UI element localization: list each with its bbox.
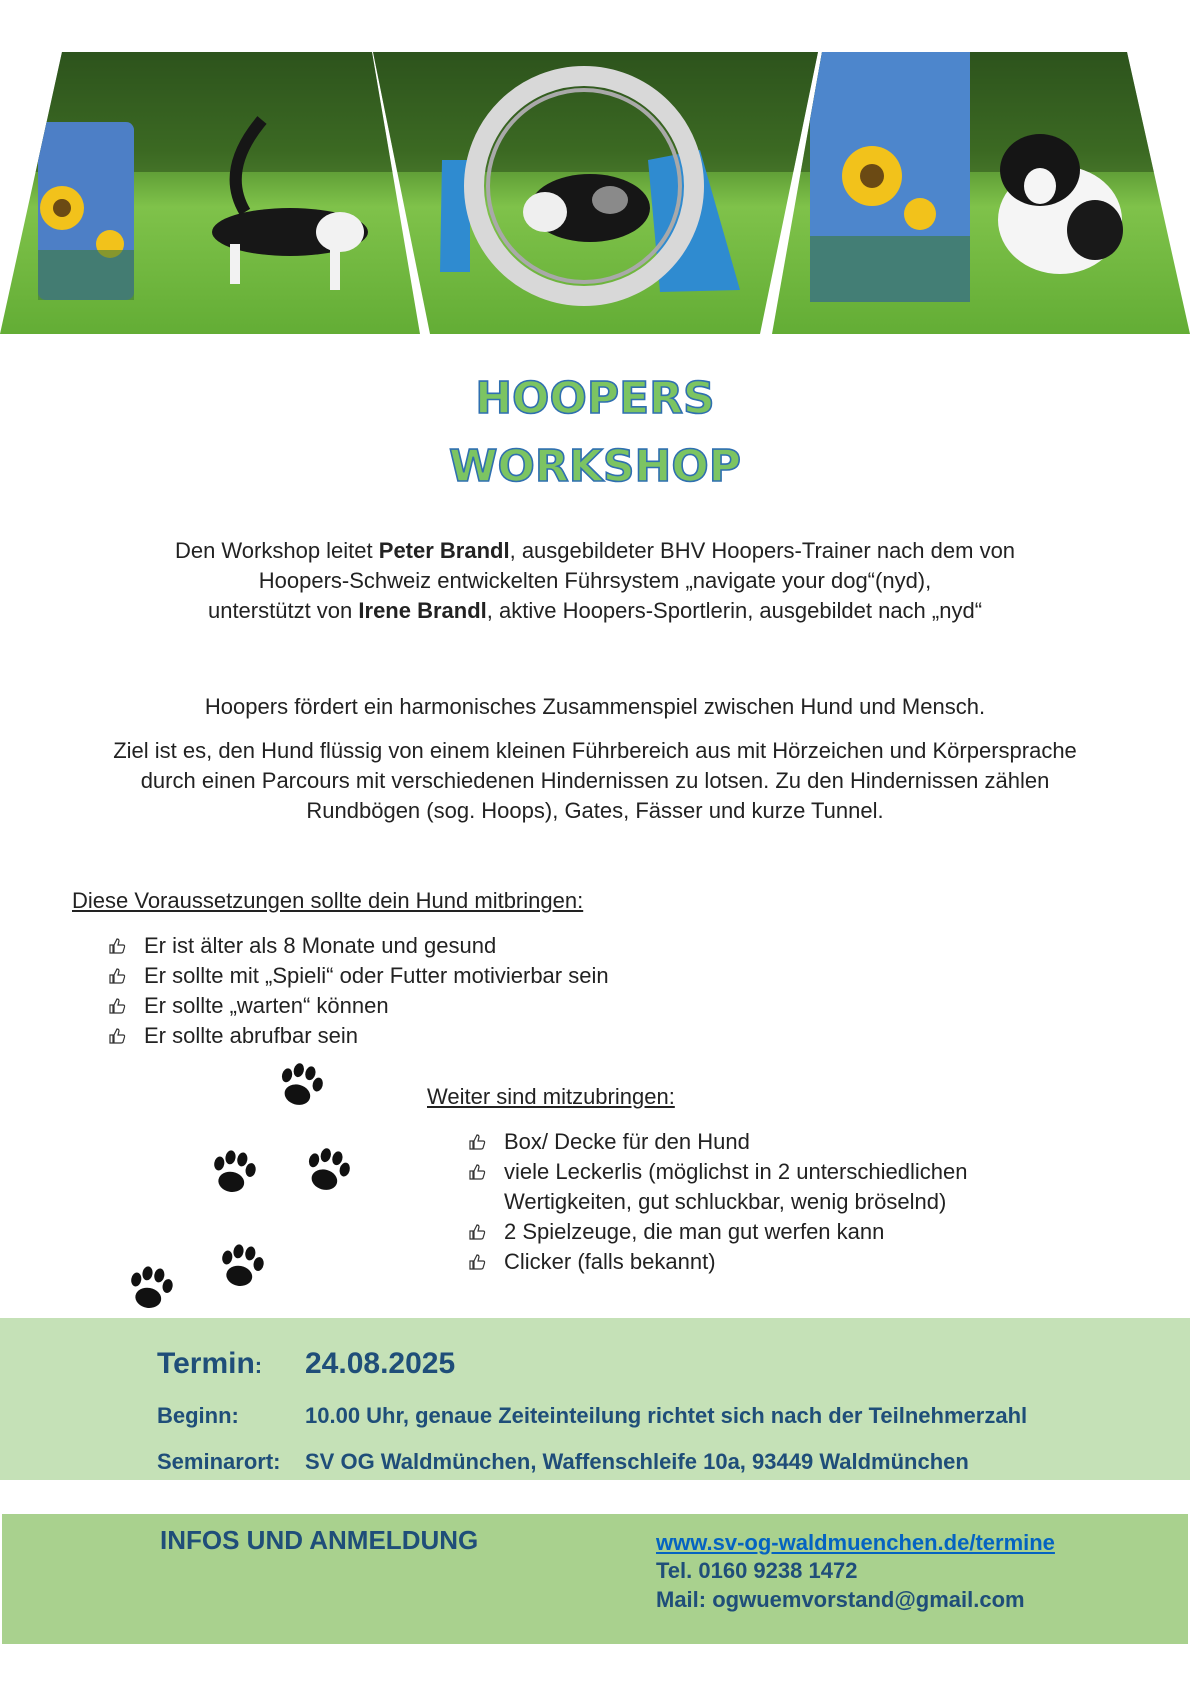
list-item: [468, 1157, 1068, 1217]
body-paragraph-2: Ziel ist es, den Hund flüssig von einem kleinen Führbereich aus mit Hörzeichen und Körpersprache durch einen Parcours mit verschiedenen Hindernissen zu lotsen. Zu den Hindernissen zählen Rundbögen (sog. Hoops), Gates, Fässer und kurze Tunnel.: [113, 738, 1077, 823]
thumbs-up-icon: [108, 967, 126, 985]
paw-print-icon: [110, 1060, 370, 1320]
photo-dog-through-hoop: [373, 52, 818, 334]
contact-phone: Tel. 0160 9238 1472: [656, 1558, 858, 1583]
seminarort-label: Seminarort:: [157, 1449, 281, 1474]
seminarort-value: SV OG Waldmünchen, Waffenschleife 10a, 93449 Waldmünchen: [305, 1449, 969, 1474]
intro-line-3-c: , aktive Hoopers-Sportlerin, ausgebildet nach „nyd“: [486, 598, 983, 623]
thumbs-up-icon: [468, 1223, 486, 1241]
thumbs-up-icon: [108, 1027, 126, 1045]
requirement-text: Er sollte abrufbar sein: [144, 1023, 358, 1048]
thumbs-up-icon: [468, 1133, 486, 1151]
contact-mail: Mail: ogwuemvorstand@gmail.com: [656, 1587, 1025, 1612]
body-paragraph-1: Hoopers fördert ein harmonisches Zusammenspiel zwischen Hund und Mensch.: [204, 694, 986, 719]
requirements-list: [108, 931, 609, 1051]
bring-item-text: 2 Spielzeuge, die man gut werfen kann: [504, 1219, 885, 1244]
intro-line-1-a: Den Workshop leitet: [174, 538, 379, 563]
beginn-value: 10.00 Uhr, genaue Zeiteinteilung richtet sich nach der Teilnehmerzahl: [305, 1403, 1028, 1428]
beginn-label: Beginn:: [157, 1403, 239, 1428]
intro-line-1-c: , ausgebildeter BHV Hoopers-Trainer nach dem von: [509, 538, 1016, 563]
intro-line-2: Hoopers-Schweiz entwickelten Führsystem „navigate your dog“(nyd),: [258, 568, 932, 593]
bring-item-text: Clicker (falls bekannt): [504, 1249, 716, 1274]
photo-dog-with-barrel: [0, 52, 420, 334]
thumbs-up-icon: [108, 997, 126, 1015]
photo-dog-running-past-barrel: [772, 52, 1190, 334]
list-item: [108, 1021, 609, 1051]
bring-item-text: Box/ Decke für den Hund: [504, 1129, 750, 1154]
intro-text: [90, 536, 1100, 626]
list-item: [468, 1127, 1068, 1157]
termin-date: 24.08.2025: [305, 1347, 456, 1380]
list-item: [108, 991, 609, 1021]
bring-item-text: viele Leckerlis (möglichst in 2 unterschiedlichen Wertigkeiten, gut schluckbar, wenig bröselnd): [504, 1159, 968, 1214]
bring-heading: Weiter sind mitzubringen:: [427, 1084, 675, 1109]
thumbs-up-icon: [468, 1163, 486, 1181]
title-line-2: WORKSHOP: [448, 441, 742, 492]
trainer-name: Peter Brandl: [378, 538, 510, 563]
list-item: [108, 961, 609, 991]
header-photo-strip: [0, 0, 1190, 340]
requirements-heading: Diese Voraussetzungen sollte dein Hund mitbringen:: [72, 888, 584, 913]
intro-line-1: [90, 536, 1100, 566]
list-item: [468, 1247, 1068, 1277]
termin-colon: :: [254, 1353, 263, 1378]
intro-line-3: [90, 596, 1100, 626]
requirement-text: Er sollte „warten“ können: [144, 993, 389, 1018]
thumbs-up-icon: [108, 937, 126, 955]
website-link[interactable]: www.sv-og-waldmuenchen.de/termine: [656, 1530, 1055, 1555]
list-item: [468, 1217, 1068, 1247]
contact-heading: INFOS UND ANMELDUNG: [160, 1525, 479, 1555]
termin-label: [157, 1347, 262, 1381]
list-item: [108, 931, 609, 961]
termin-label-text: Termin: [157, 1347, 255, 1380]
bring-list: [468, 1127, 1068, 1277]
requirement-text: Er ist älter als 8 Monate und gesund: [144, 933, 497, 958]
intro-line-3-a: unterstützt von: [207, 598, 359, 623]
title-line-1: HOOPERS: [475, 373, 715, 424]
assistant-name: Irene Brandl: [358, 598, 487, 623]
thumbs-up-icon: [468, 1253, 486, 1271]
requirement-text: Er sollte mit „Spieli“ oder Futter motivierbar sein: [144, 963, 609, 988]
